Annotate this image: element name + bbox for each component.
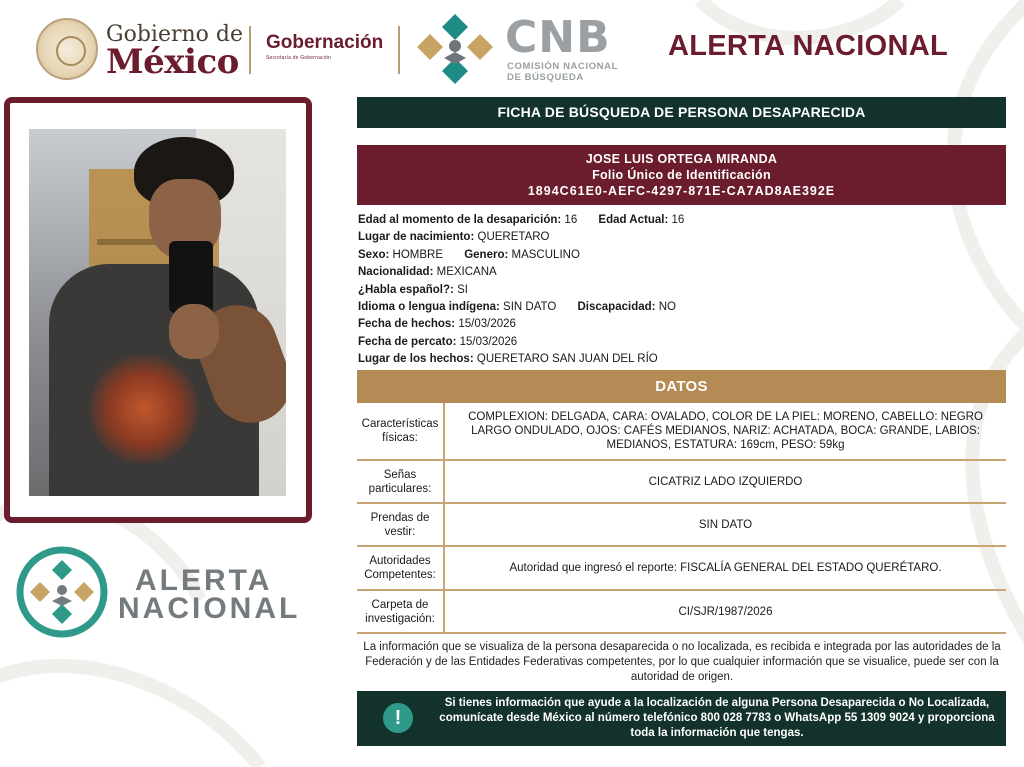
folio-id: 1894C61E0-AEFC-4297-871E-CA7AD8AE392E xyxy=(527,184,836,198)
detail-row xyxy=(358,264,998,281)
datos-row xyxy=(357,504,1006,547)
alert-icon: ! xyxy=(383,703,413,733)
detail-label: Discapacidad: xyxy=(577,301,656,314)
detail-row xyxy=(358,351,998,368)
ficha-title-bar: FICHA DE BÚSQUEDA DE PERSONA DESAPARECIDA xyxy=(357,97,1006,128)
datos-value: COMPLEXION: DELGADA, CARA: OVALADO, COLOR DE LA PIEL: MORENO, CABELLO: NEGRO LARGO ONDULADO, OJOS: CAFÉS MEDIANOS, NARIZ: ACHATADA, BOCA: GRANDE, LABIOS: MEDIANOS, ESTATURA: 169cm, PESO: 59kg xyxy=(468,411,983,451)
datos-value: CI/SJR/1987/2026 xyxy=(678,605,773,618)
detail-label: Edad al momento de la desaparición: xyxy=(358,214,562,226)
cnb-wordmark: CNB xyxy=(505,12,611,63)
gobernacion-logo-text: Gobernación xyxy=(266,32,384,53)
person-details xyxy=(358,212,998,369)
header-divider xyxy=(398,26,400,74)
datos-label: Señas particulares: xyxy=(357,461,445,502)
datos-table xyxy=(357,403,1006,634)
cnb-emblem-icon xyxy=(416,12,494,86)
datos-row xyxy=(357,591,1006,634)
detail-label: Genero: xyxy=(464,248,509,261)
detail-row xyxy=(358,247,998,264)
detail-label: Fecha de hechos: xyxy=(358,318,456,331)
detail-value: NO xyxy=(658,301,676,314)
datos-value: SIN DATO xyxy=(698,518,753,531)
gobierno-de-text: Gobierno de xyxy=(106,22,243,47)
detail-value: HOMBRE xyxy=(392,248,444,261)
datos-label: Prendas de vestir: xyxy=(357,504,445,545)
detail-label: Lugar de los hechos: xyxy=(358,353,474,366)
detail-label: Fecha de percato: xyxy=(358,335,457,348)
missing-person-photo xyxy=(29,129,286,496)
folio-label: Folio Único de Identificación xyxy=(592,168,771,182)
detail-label: ¿Habla español?: xyxy=(358,283,454,296)
datos-label: Características físicas: xyxy=(357,403,445,459)
disclaimer-note: La información que se visualiza de la persona desaparecida o no localizada, es recibida e integrada por las autoridades de la Federación y de las Entidades Federativas competentes, por lo que cualquier información que se visualice, puede ser con la autoridad de origen. xyxy=(363,641,1001,683)
photo-frame xyxy=(4,97,312,523)
alerta-logo-word2: NACIONAL xyxy=(118,592,301,625)
detail-value: MEXICANA xyxy=(436,266,497,279)
contact-message: Si tienes información que ayude a la localización de alguna Persona Desaparecida o No Localizada, comunícate desde México al número telefónico 800 028 7783 o WhatsApp 55 1309 9024 y proporciona toda la información que tengas. xyxy=(439,697,995,739)
cnb-subtitle-line1: COMISIÓN NACIONAL xyxy=(507,61,619,72)
gobernacion-subtitle: Secretaría de Gobernación xyxy=(266,55,332,61)
datos-row xyxy=(357,403,1006,461)
detail-label: Edad Actual: xyxy=(598,214,669,226)
detail-value: MASCULINO xyxy=(511,248,580,261)
detail-value: 15/03/2026 xyxy=(459,335,518,348)
detail-value: QUERETARO xyxy=(477,231,550,244)
person-name-box xyxy=(357,145,1006,205)
datos-row xyxy=(357,547,1006,591)
detail-row xyxy=(358,229,998,246)
cnb-subtitle xyxy=(507,61,618,83)
datos-row xyxy=(357,461,1006,504)
alerta-logo-word1: ALERTA xyxy=(135,564,273,597)
detail-value: SIN DATO xyxy=(503,301,557,314)
person-name: JOSE LUIS ORTEGA MIRANDA xyxy=(585,152,778,166)
datos-label: Autoridades Competentes: xyxy=(357,547,445,589)
cnb-subtitle-line2: DE BÚSQUEDA xyxy=(507,72,584,83)
detail-row xyxy=(358,282,998,299)
datos-value: Autoridad que ingresó el reporte: FISCALÍA GENERAL DEL ESTADO QUERÉTARO. xyxy=(509,562,942,574)
datos-header: DATOS xyxy=(357,370,1006,403)
detail-value: 16 xyxy=(564,214,578,226)
contact-info-bar xyxy=(357,691,1006,746)
gobierno-de-mexico-logo xyxy=(36,18,243,82)
detail-row xyxy=(358,316,998,333)
national-seal-icon xyxy=(36,18,98,80)
detail-value: QUERETARO SAN JUAN DEL RÍO xyxy=(476,353,658,366)
datos-value: CICATRIZ LADO IZQUIERDO xyxy=(648,475,803,488)
detail-row xyxy=(358,334,998,351)
alerta-nacional-emblem-icon xyxy=(16,546,108,638)
header xyxy=(0,0,1024,95)
datos-label: Carpeta de investigación: xyxy=(357,591,445,632)
detail-value: 16 xyxy=(671,214,685,226)
detail-row xyxy=(358,212,998,229)
detail-value: SI xyxy=(457,283,468,296)
detail-value: 15/03/2026 xyxy=(458,318,516,331)
detail-row xyxy=(358,299,998,316)
header-divider xyxy=(249,26,251,74)
detail-label: Lugar de nacimiento: xyxy=(358,231,475,244)
detail-label: Sexo: xyxy=(358,248,390,261)
alerta-nacional-title: ALERTA NACIONAL xyxy=(668,30,948,62)
mexico-text: México xyxy=(106,42,239,82)
detail-label: Nacionalidad: xyxy=(358,266,434,279)
detail-label: Idioma o lengua indígena: xyxy=(358,301,500,314)
